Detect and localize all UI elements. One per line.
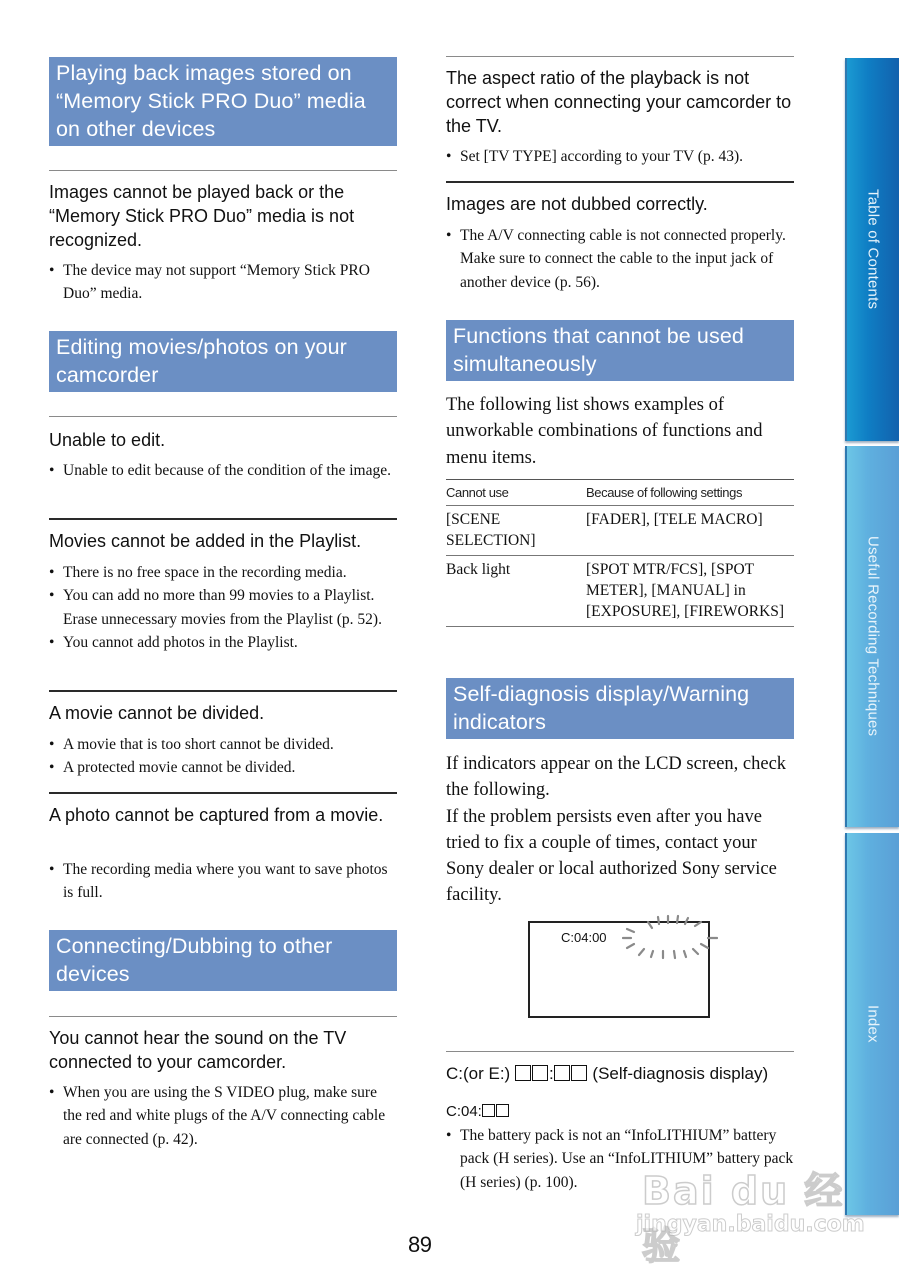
question-heading: Movies cannot be added in the Playlist. (49, 531, 362, 551)
bullet-item: • You can add no more than 99 movies to a Playlist. Erase unnecessary movies from the Playlist (p. 52). (49, 584, 397, 631)
question-heading: Images cannot be played back or the “Memory Stick PRO Duo” media is not recognized. (49, 182, 355, 250)
bullet-item: • Unable to edit because of the condition of the image. (49, 459, 397, 482)
bullet-item: • There is no free space in the recording media. (49, 561, 397, 584)
digit-box (532, 1065, 548, 1081)
divider (446, 181, 794, 183)
bullet-item: • When you are using the S VIDEO plug, make sure the red and white plugs of the A/V connecting cable are connected (p. 42). (49, 1081, 397, 1151)
bullet-list (49, 1081, 397, 1151)
divider (49, 416, 397, 417)
bullet-item: • You cannot add photos in the Playlist. (49, 631, 397, 654)
table-header-row (446, 480, 794, 506)
tab-label: Useful Recording Techniques (864, 536, 882, 737)
watermark-logo: Bai du 经验 (642, 1169, 845, 1268)
table-cell: [SCENE SELECTION] (446, 506, 586, 556)
section-heading-playback-other-devices: Playing back images stored on “Memory Stick PRO Duo” media on other devices (49, 57, 397, 146)
question-heading: A photo cannot be captured from a movie. (49, 805, 384, 825)
section-heading-self-diagnosis: Self-diagnosis display/Warning indicators (446, 678, 794, 739)
table-row (446, 556, 794, 627)
table-cell: [SPOT MTR/FCS], [SPOT METER], [MANUAL] in [EXPOSURE], [FIREWORKS] (586, 556, 794, 627)
bullet-list (49, 858, 397, 905)
self-diagnosis-heading: C:(or E:) : (Self-diagnosis display) (446, 1064, 769, 1083)
question-heading: Unable to edit. (49, 430, 166, 450)
tab-useful-recording-techniques[interactable] (845, 446, 899, 827)
watermark-url: jingyan.baidu.com (636, 1212, 865, 1237)
divider (49, 690, 397, 692)
bullet-list (446, 224, 794, 294)
divider (446, 56, 794, 57)
divider (49, 518, 397, 520)
tab-label: Table of Contents (864, 189, 882, 310)
bullet-list (49, 733, 397, 780)
intro-line-1: If indicators appear on the LCD screen, check the following. (446, 754, 787, 801)
divider (49, 170, 397, 171)
question-heading: A movie cannot be divided. (49, 703, 265, 723)
column-header: Cannot use (446, 480, 586, 506)
bullet-item: • The A/V connecting cable is not connected properly. Make sure to connect the cable to the input jack of another device (p. 56). (446, 224, 794, 294)
digit-box (482, 1104, 495, 1117)
section-heading-editing: Editing movies/photos on your camcorder (49, 331, 397, 392)
lcd-error-code: C:04:00 (561, 930, 607, 945)
bullet-list (446, 1124, 794, 1194)
intro-paragraph (446, 751, 794, 909)
bullet-list (49, 259, 397, 306)
bullet-item: • A protected movie cannot be divided. (49, 756, 397, 779)
diag-title-suffix: (Self-diagnosis display) (587, 1064, 769, 1083)
table-cell: [FADER], [TELE MACRO] (586, 506, 794, 556)
tab-table-of-contents[interactable] (845, 58, 899, 441)
function-combination-table (446, 479, 794, 627)
bullet-list (49, 561, 397, 654)
section-heading-functions: Functions that cannot be used simultaneously (446, 320, 794, 381)
diag-code-prefix: C:04: (446, 1103, 482, 1120)
bullet-item: • The battery pack is not an “InfoLITHIUM” battery pack (H series). Use an “InfoLITHIUM” battery pack (H series) (p. 100). (446, 1124, 794, 1194)
table-cell: Back light (446, 556, 586, 627)
diag-title-prefix: C:(or E:) (446, 1064, 515, 1083)
digit-box (554, 1065, 570, 1081)
divider (49, 792, 397, 794)
question-heading: You cannot hear the sound on the TV connected to your camcorder. (49, 1028, 347, 1072)
tab-index[interactable] (845, 833, 899, 1215)
intro-paragraph: The following list shows examples of unworkable combinations of functions and menu items. (446, 395, 763, 468)
digit-box (496, 1104, 509, 1117)
section-heading-connecting-dubbing: Connecting/Dubbing to other devices (49, 930, 397, 991)
question-heading: Images are not dubbed correctly. (446, 194, 708, 214)
bullet-item: • Set [TV TYPE] according to your TV (p. 43). (446, 145, 794, 168)
bullet-item: • The device may not support “Memory Stick PRO Duo” media. (49, 259, 397, 306)
digit-box (515, 1065, 531, 1081)
column-header: Because of following settings (586, 480, 794, 506)
digit-box (571, 1065, 587, 1081)
question-heading: The aspect ratio of the playback is not correct when connecting your camcorder to the TV. (446, 68, 792, 136)
intro-line-2: If the problem persists even after you have tried to fix a couple of times, contact your Sony dealer or local authorized Sony service facility. (446, 806, 777, 906)
bullet-item: • The recording media where you want to save photos is full. (49, 858, 397, 905)
divider (446, 1051, 794, 1052)
bullet-item: • A movie that is too short cannot be divided. (49, 733, 397, 756)
bullet-list (49, 459, 397, 482)
table-row (446, 506, 794, 556)
tab-label: Index (864, 1005, 882, 1043)
page-number: 89 (408, 1232, 432, 1257)
blinking-indicator-icon (622, 911, 718, 961)
divider (49, 1016, 397, 1017)
bullet-list (446, 145, 794, 168)
diagnosis-code (446, 1102, 510, 1122)
